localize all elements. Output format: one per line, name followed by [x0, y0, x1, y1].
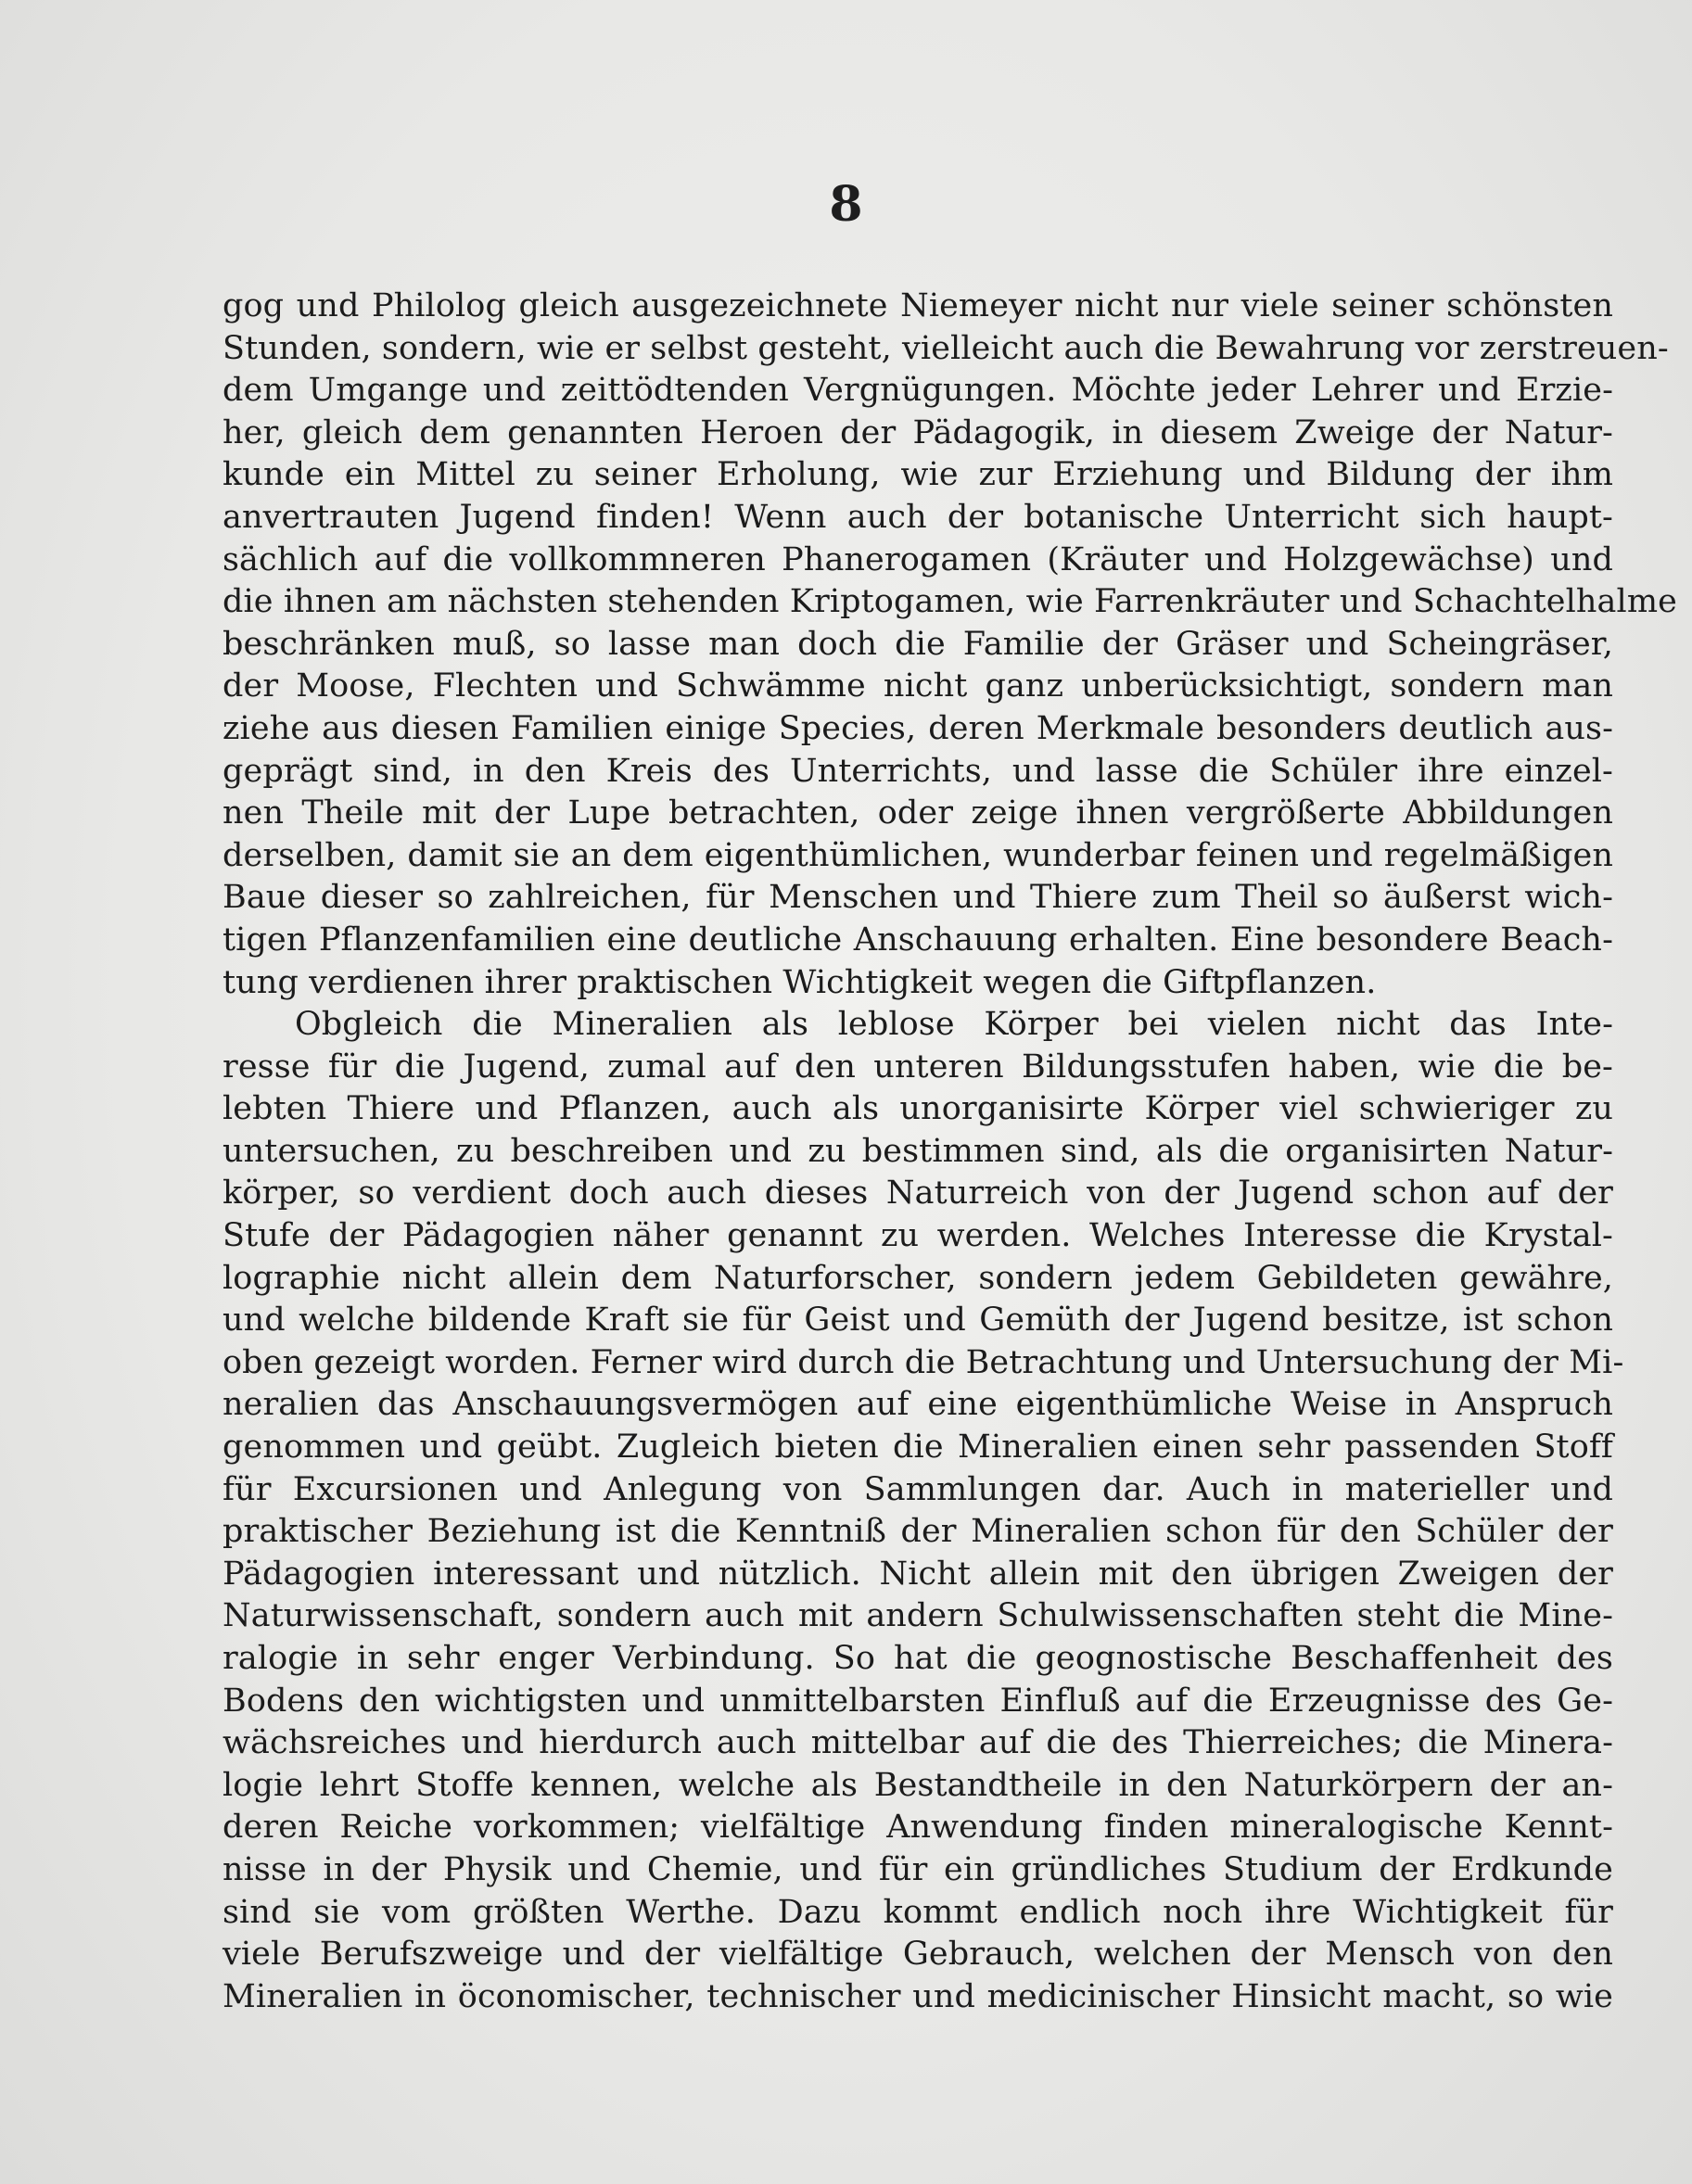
text-line: praktischer Beziehung ist die Kenntniß der Mineralien schon für den Schüler der [223, 1513, 1613, 1551]
text-line: sächlich auf die vollkommneren Phanerogamen (Kräuter und Holzgewächse) und [223, 540, 1613, 578]
text-line: ralogie in sehr enger Verbindung. So hat die geognostische Beschaffenheit des [223, 1640, 1613, 1677]
text-line: für Excursionen und Anlegung von Sammlungen dar. Auch in materieller und [223, 1470, 1613, 1508]
text-line: Naturwissenschaft, sondern auch mit andern Schulwissenschaften steht die Mine- [223, 1597, 1613, 1635]
text-line: derselben, damit sie an dem eigenthümlichen, wunderbar feinen und regelmäßigen [223, 836, 1613, 874]
text-line: viele Berufszweige und der vielfältige Gebrauch, welchen der Mensch von den [223, 1936, 1613, 1974]
text-line: logie lehrt Stoffe kennen, welche als Bestandtheile in den Naturkörpern der an- [223, 1766, 1613, 1804]
text-line: Stufe der Pädagogien näher genannt zu werden. Welches Interesse die Krystal- [223, 1217, 1613, 1255]
text-line: geprägt sind, in den Kreis des Unterrichts, und lasse die Schüler ihre einzel- [223, 752, 1613, 790]
text-line: nisse in der Physik und Chemie, und für ein gründliches Studium der Erdkunde [223, 1850, 1613, 1888]
paragraph-end-line: tung verdienen ihrer praktischen Wichtigkeit wegen die Giftpflanzen. [223, 963, 1377, 1001]
text-line: körper, so verdient doch auch dieses Naturreich von der Jugend schon auf der [223, 1175, 1613, 1213]
text-line: untersuchen, zu beschreiben und zu bestimmen sind, als die organisirten Natur- [223, 1132, 1613, 1170]
text-line: genommen und geübt. Zugleich bieten die Mineralien einen sehr passenden Stoff [223, 1428, 1613, 1467]
body-text [223, 286, 1677, 2018]
text-line: der Moose, Flechten und Schwämme nicht ganz unberücksichtigt, sondern man [223, 667, 1613, 705]
text-line: tigen Pflanzenfamilien eine deutliche Anschauung erhalten. Eine besondere Beach- [223, 921, 1613, 959]
text-line: sind sie vom größten Werthe. Dazu kommt endlich noch ihre Wichtigkeit für [223, 1893, 1613, 1931]
text-line: die ihnen am nächsten stehenden Kriptogamen, wie Farrenkräuter und Schachtelhalme [223, 583, 1677, 621]
text-line: lographie nicht allein dem Naturforscher, sondern jedem Gebildeten gewähre, [223, 1259, 1613, 1297]
text-line: Mineralien in öconomischer, technischer und medicinischer Hinsicht macht, so wie [223, 1977, 1613, 2015]
text-line: nen Theile mit der Lupe betrachten, oder zeige ihnen vergrößerte Abbildungen [223, 794, 1613, 832]
page-number: 8 [829, 176, 863, 233]
text-line: gog und Philolog gleich ausgezeichnete Niemeyer nicht nur viele seiner schönsten [223, 287, 1613, 324]
text-line: ziehe aus diesen Familien einige Species, deren Merkmale besonders deutlich aus- [223, 709, 1613, 747]
text-line: anvertrauten Jugend finden! Wenn auch der botanische Unterricht sich haupt- [223, 498, 1613, 536]
text-line: Bodens den wichtigsten und unmittelbarsten Einfluß auf die Erzeugnisse des Ge- [223, 1682, 1613, 1720]
text-line: oben gezeigt worden. Ferner wird durch die Betrachtung und Untersuchung der Mi- [223, 1343, 1624, 1381]
text-line: kunde ein Mittel zu seiner Erholung, wie zur Erziehung und Bildung der ihm [223, 456, 1613, 494]
text-line: beschränken muß, so lasse man doch die Familie der Gräser und Scheingräser, [223, 625, 1613, 663]
text-line: Baue dieser so zahlreichen, für Menschen und Thiere zum Theil so äußerst wich- [223, 879, 1613, 917]
text-line: lebten Thiere und Pflanzen, auch als unorganisirte Körper viel schwieriger zu [223, 1090, 1613, 1128]
text-line: dem Umgange und zeittödtenden Vergnügungen. Möchte jeder Lehrer und Erzie- [223, 372, 1613, 410]
text-line: her, gleich dem genannten Heroen der Pädagogik, in diesem Zweige der Natur- [223, 413, 1613, 451]
text-line: neralien das Anschauungsvermögen auf eine eigenthümliche Weise in Anspruch [223, 1386, 1613, 1424]
text-line: Pädagogien interessant und nützlich. Nicht allein mit den übrigen Zweigen der [223, 1555, 1613, 1593]
text-line: deren Reiche vorkommen; vielfältige Anwendung finden mineralogische Kennt- [223, 1809, 1613, 1847]
text-line: Stunden, sondern, wie er selbst gesteht, vielleicht auch die Bewahrung vor zerstreuen- [223, 329, 1669, 367]
paragraph-start-line: Obgleich die Mineralien als leblose Körper bei vielen nicht das Inte- [295, 1006, 1613, 1044]
text-line: und welche bildende Kraft sie für Geist und Gemüth der Jugend besitze, ist schon [223, 1302, 1613, 1340]
text-line: wächsreiches und hierdurch auch mittelbar auf die des Thierreiches; die Minera- [223, 1724, 1613, 1762]
text-line: resse für die Jugend, zumal auf den unteren Bildungsstufen haben, wie die be- [223, 1048, 1613, 1086]
